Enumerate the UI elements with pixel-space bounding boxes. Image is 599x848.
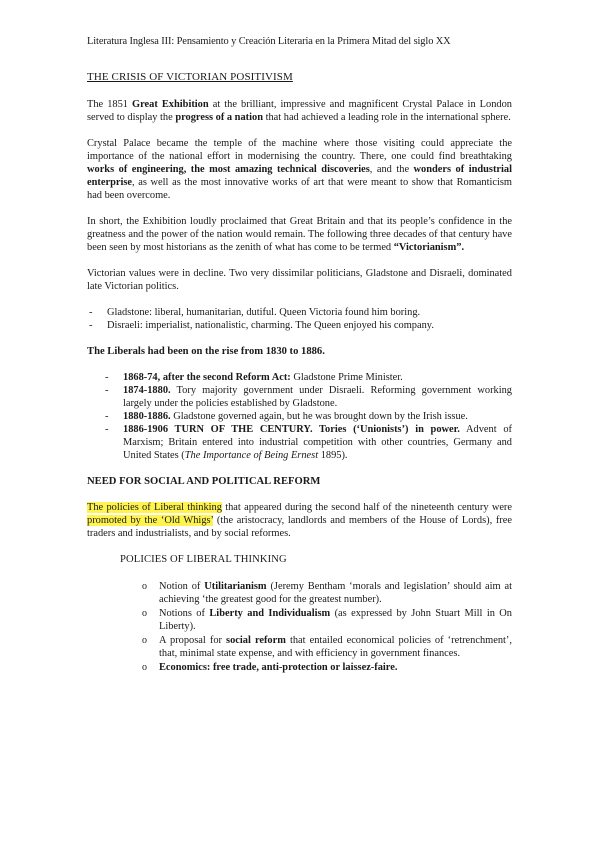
- section-title-social-reform: NEED FOR SOCIAL AND POLITICAL REFORM: [87, 476, 321, 487]
- text: , as well as the most innovative works of art that were meant to show that Romanticism had been overcome.: [87, 177, 512, 201]
- bold-text: 1880-1886.: [123, 411, 171, 422]
- bold-text: 1874-1880.: [123, 385, 171, 396]
- politicians-list: [87, 306, 512, 332]
- text: that had achieved a leading role in the international sphere.: [262, 112, 511, 123]
- text: (the aristocracy, landlords and members of the House of Lords), free traders and industrialists, and by social reformes.: [87, 515, 512, 539]
- list-item: - Gladstone: liberal, humanitarian, dutiful. Queen Victoria found him boring.: [87, 306, 512, 319]
- text: (as expressed by John Stuart Mill in On Liberty).: [159, 608, 512, 632]
- bold-text: Utilitarianism: [204, 581, 267, 592]
- liberals-heading: The Liberals had been on the rise from 1830 to 1886.: [87, 346, 325, 357]
- list-item: [142, 580, 512, 606]
- paragraph-victorian-values: Victorian values were in decline. Two very dissimilar politicians, Gladstone and Disraeli, dominated late Victorian politics.: [87, 268, 512, 292]
- text: Gladstone governed again, but he was brought down by the Irish issue.: [170, 411, 468, 422]
- text: In short, the Exhibition loudly proclaimed that Great Britain and that its people’s confidence in the greatness and the power of the nation would remain. The following three decades of that century have been seen by most historians as the zenith of what has come to be termed: [87, 216, 512, 253]
- bold-text: wonders of industrial enterprise: [87, 164, 513, 188]
- bold-text: Economics: free trade, anti-protection or laissez-faire.: [159, 662, 398, 673]
- highlighted-text: The policies of Liberal thinking: [87, 502, 222, 513]
- text: that entailed economical policies of ‘retrenchment’, that, minimal state expense, and with efficiency in government finances.: [159, 635, 512, 659]
- text: Crystal Palace became the temple of the machine where those visiting could appreciate the importance of the national effort in modernising the country. There, one could find breathtaking: [87, 138, 512, 162]
- list-item: [103, 384, 512, 410]
- bold-text: Great Exhibition: [132, 99, 209, 110]
- section-title-victorian-positivism: THE CRISIS OF VICTORIAN POSITIVISM: [87, 71, 293, 83]
- running-header: Literatura Inglesa III: Pensamiento y Creación Literaria en la Primera Mitad del siglo XX: [87, 36, 451, 47]
- italic-title: The Importance of Being Ernest: [184, 450, 319, 461]
- paragraph-crystal-palace: [87, 137, 512, 202]
- list-item: [142, 634, 512, 660]
- list-item: [103, 423, 512, 462]
- document-body: [87, 71, 512, 675]
- paragraph-victorianism: [87, 215, 512, 254]
- text: The 1851: [87, 99, 133, 110]
- text: (Jeremy Bentham ‘morals and legislation’ should aim at achieving ‘the greatest good for the greatest number).: [159, 581, 512, 605]
- bold-text: 1886-1906 TURN OF THE CENTURY. Tories (‘Unionists’) in power.: [123, 424, 460, 435]
- list-item: - Disraeli: imperialist, nationalistic, charming. The Queen enjoyed his company.: [87, 319, 512, 332]
- timeline-list: [103, 371, 512, 462]
- bold-text: social reform: [226, 635, 286, 646]
- policies-list: [87, 580, 512, 674]
- bold-text: “Victorianism”.: [393, 242, 465, 253]
- paragraph-liberal-thinking: [87, 501, 512, 540]
- highlighted-text: promoted by the ‘Old Whigs’: [87, 515, 214, 526]
- text: Tory majority government under Disraeli. Reforming government working largely under the policies established by Gladstone.: [123, 385, 512, 409]
- text: Gladstone Prime Minister.: [290, 372, 403, 383]
- text: 1895).: [318, 450, 348, 461]
- text: that appeared during the second half of the nineteenth century were: [221, 502, 513, 513]
- text: Notions of: [159, 608, 210, 619]
- text: Notion of: [159, 581, 205, 592]
- list-item: [103, 410, 512, 423]
- bold-text: progress of a nation: [175, 112, 263, 123]
- bold-text: Liberty and Individualism: [209, 608, 331, 619]
- bold-text: 1868-74, after the second Reform Act:: [123, 372, 291, 383]
- text: A proposal for: [159, 635, 227, 646]
- text: at the brilliant, impressive and magnificent Crystal Palace in London served to display the: [87, 99, 513, 123]
- list-item: [103, 371, 512, 384]
- list-item: [142, 607, 512, 633]
- text: , and the: [369, 164, 414, 175]
- text: Advent of Marxism; Britain entered into industrial competition with other countries, Germany and United States (: [123, 424, 512, 461]
- paragraph-great-exhibition: [87, 98, 512, 124]
- bold-text: works of engineering, the most amazing technical discoveries: [87, 164, 370, 175]
- policies-heading: POLICIES OF LIBERAL THINKING: [120, 554, 287, 565]
- list-item: [142, 661, 512, 674]
